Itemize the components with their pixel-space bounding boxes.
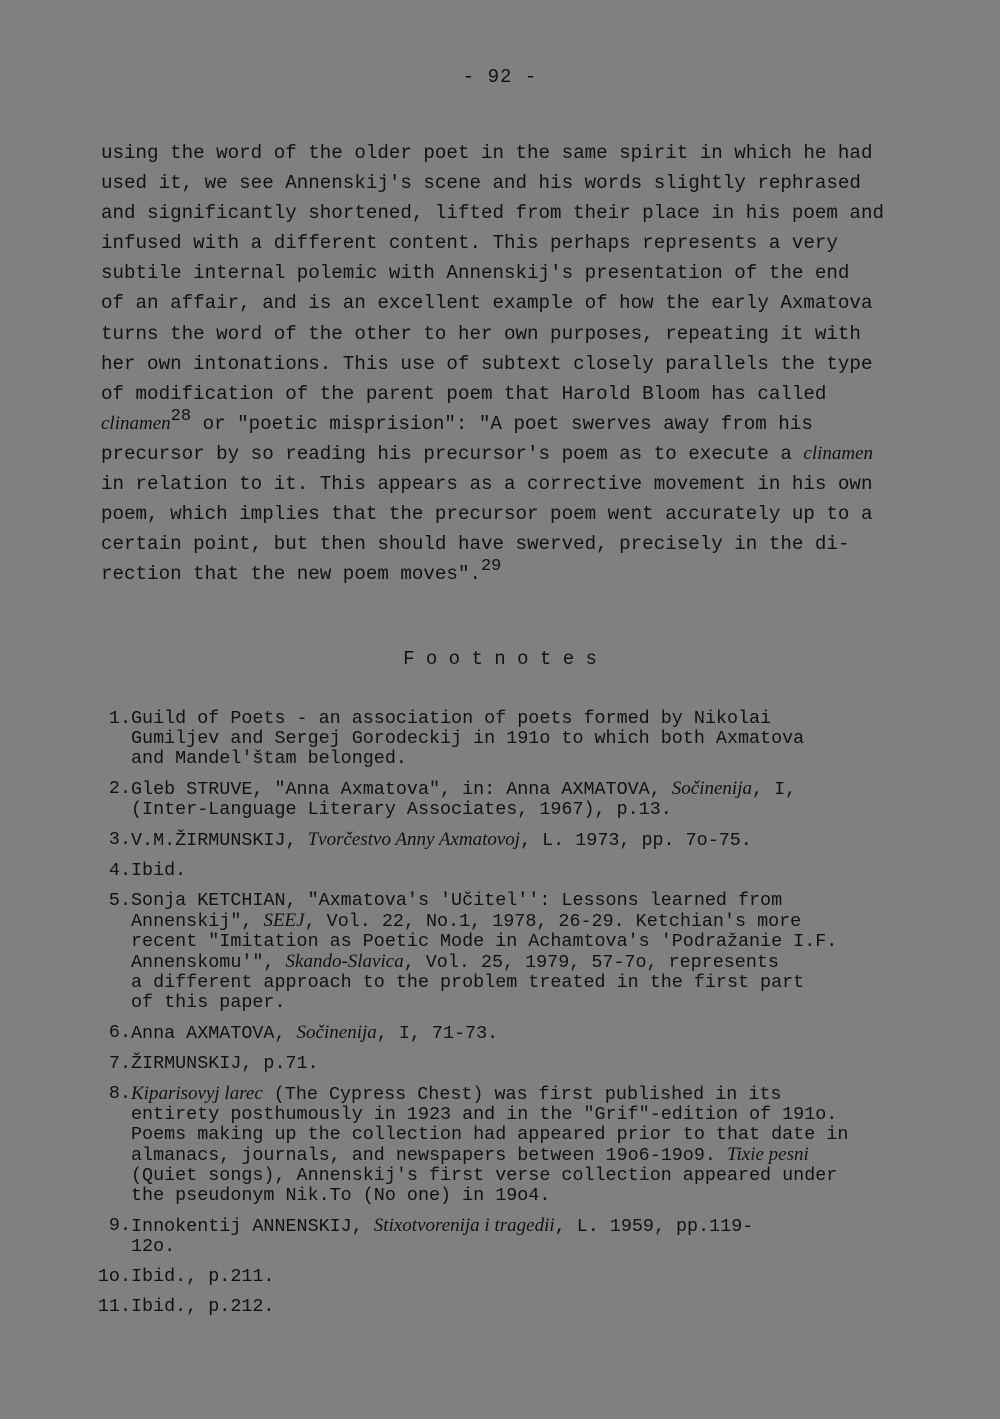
text-line: subtile internal polemic with Annenskij's presentation of the end	[101, 262, 850, 285]
text-span: , L. 1973, pp. 7o-75.	[520, 830, 752, 851]
footnote-text	[131, 1023, 940, 1044]
text-span: Anna AXMATOVA,	[131, 1023, 297, 1044]
footnote	[80, 1267, 940, 1287]
footnote-text	[131, 830, 940, 851]
footnote-line	[131, 1023, 940, 1044]
text-span: precursor by so reading his precursor's poem as to execute a	[101, 442, 804, 465]
footnote-line: Poems making up the collection had appeared prior to that date in	[131, 1124, 849, 1145]
text-span: rection that the new poem moves".	[101, 563, 481, 586]
footnote-line	[131, 1145, 940, 1166]
footnote-ref: 28	[170, 406, 192, 426]
footnote-line: Ibid., p.212.	[131, 1296, 275, 1317]
text-span: V.M.ŽIRMUNSKIJ,	[131, 830, 308, 851]
footnote-line	[131, 779, 940, 800]
text-line: of modification of the parent poem that Harold Bloom has called	[101, 382, 827, 405]
footnote	[80, 830, 940, 851]
italic-title: Tixie pesni	[726, 1144, 809, 1165]
text-line: certain point, but then should have swerved, precisely in the di-	[101, 533, 850, 556]
italic-title: Tvorčestvo Anny Axmatovoj	[307, 829, 521, 850]
footnote	[80, 1297, 940, 1317]
text-line: using the word of the older poet in the same spirit in which he had	[101, 142, 873, 164]
footnote-line	[131, 1084, 940, 1105]
footnote-number: 1o.	[97, 1266, 131, 1287]
text-span: , Vol. 22, No.1, 1978, 26-29. Ketchian's more	[304, 911, 802, 932]
footnote-number: 3.	[108, 829, 131, 850]
footnote	[80, 779, 940, 820]
footnote-line: Ibid., p.211.	[131, 1266, 275, 1287]
italic-term: clinamen	[803, 442, 874, 464]
footnote-text	[131, 1216, 940, 1257]
footnote-line: ŽIRMUNSKIJ, p.71.	[131, 1053, 319, 1074]
text-line: used it, we see Annenskij's scene and his words slightly rephrased	[101, 172, 861, 195]
footnote-line: entirety posthumously in 1923 and in the "Grif"-edition of 191o.	[131, 1104, 838, 1125]
text-span: (The Cypress Chest) was first published in its	[262, 1084, 782, 1105]
footnote-text	[131, 891, 940, 1013]
footnote-line: the pseudonym Nik.To (No one) in 19o4.	[131, 1185, 551, 1206]
text-line: and significantly shortened, lifted from their place in his poem and	[101, 202, 884, 225]
italic-term: clinamen	[101, 412, 171, 434]
footnote-line	[131, 952, 940, 973]
footnote	[80, 861, 940, 881]
italic-title: Skando-Slavica	[285, 951, 404, 972]
footnote-number: 8.	[108, 1083, 131, 1104]
footnote-line	[131, 1216, 940, 1237]
body-paragraph	[101, 138, 931, 589]
text-span: almanacs, journals, and newspapers between 19o6-19o9.	[131, 1145, 727, 1166]
italic-title: Stixotvorenija i tragedii	[373, 1215, 555, 1236]
footnote-line: and Mandel'štam belonged.	[131, 748, 407, 769]
text-span: , L. 1959, pp.119-	[554, 1216, 754, 1237]
text-span: or "poetic misprision": "A poet swerves away from his	[191, 412, 813, 435]
footnote-line: Ibid.	[131, 860, 187, 881]
text-line: infused with a different content. This perhaps represents a very	[101, 232, 838, 255]
text-span: Gleb STRUVE, "Anna Axmatova", in: Anna AXMATOVA,	[131, 779, 672, 800]
italic-title: Kiparisovyj larec	[131, 1083, 263, 1104]
footnote-number: 5.	[108, 890, 131, 911]
text-span: Annenskij",	[131, 911, 264, 932]
footnote	[80, 1216, 940, 1257]
footnote-line: (Inter-Language Literary Associates, 1967), p.13.	[131, 799, 672, 820]
footnote-line: a different approach to the problem treated in the first part	[131, 972, 805, 993]
footnote-line	[131, 911, 940, 932]
footnote-line: recent "Imitation as Poetic Mode in Achamtova's 'Podražanie I.F.	[131, 931, 838, 952]
text-span: , I, 71-73.	[376, 1023, 499, 1044]
footnote	[80, 1023, 940, 1044]
footnote-text	[131, 1267, 940, 1287]
footnote-line: Gumiljev and Sergej Gorodeckij in 191o to which both Axmatova	[131, 728, 805, 749]
italic-title: Sočinenija	[671, 778, 752, 799]
italic-title: Sočinenija	[296, 1022, 377, 1043]
footnote-number: 4.	[108, 860, 131, 881]
footnote-line: Sonja KETCHIAN, "Axmatova's 'Učitel'': Lessons learned from	[131, 890, 783, 911]
footnote-line: Guild of Poets - an association of poets formed by Nikolai	[131, 708, 772, 729]
text-span: , Vol. 25, 1979, 57-7o, represents	[403, 952, 779, 973]
footnotes-heading: F o o t n o t e s	[403, 648, 597, 670]
footnotes-list	[80, 709, 940, 1327]
footnote-line	[131, 830, 940, 851]
text-line	[101, 439, 931, 469]
page-number: - 92 -	[462, 66, 538, 88]
footnote-number: 7.	[108, 1053, 131, 1074]
footnote	[80, 1084, 940, 1206]
footnote	[80, 709, 940, 769]
text-line: poem, which implies that the precursor poem went accurately up to a	[101, 503, 873, 526]
footnote-text	[131, 779, 940, 820]
footnote-text	[131, 861, 940, 881]
footnote-number: 6.	[108, 1022, 131, 1043]
text-line: turns the word of the other to her own purposes, repeating it with	[101, 322, 861, 345]
footnote-text	[131, 1297, 940, 1317]
text-span: Innokentij ANNENSKIJ,	[131, 1216, 374, 1237]
text-line: of an affair, and is an excellent example of how the early Axmatova	[101, 292, 873, 315]
footnote-text	[131, 1084, 940, 1206]
text-span: , I,	[751, 779, 797, 800]
footnote-number: 1.	[108, 708, 131, 729]
footnote	[80, 891, 940, 1013]
text-line: in relation to it. This appears as a corrective movement in his own	[101, 473, 873, 496]
footnote-line: of this paper.	[131, 992, 286, 1013]
footnote-number: 11.	[97, 1296, 131, 1317]
footnote-text	[131, 1054, 940, 1074]
footnote-number: 9.	[108, 1215, 131, 1236]
footnote	[80, 1054, 940, 1074]
footnote-line: (Quiet songs), Annenskij's first verse collection appeared under	[131, 1165, 838, 1186]
footnote-text	[131, 709, 940, 769]
text-span: Annenskomu'",	[131, 952, 286, 973]
footnote-ref: 29	[480, 557, 502, 577]
text-line	[101, 559, 931, 589]
footnote-number: 2.	[108, 778, 131, 799]
footnote-line: 12o.	[131, 1236, 176, 1257]
italic-title: SEEJ	[263, 910, 305, 931]
text-line	[101, 406, 931, 439]
text-line: her own intonations. This use of subtext closely parallels the type	[101, 352, 873, 375]
